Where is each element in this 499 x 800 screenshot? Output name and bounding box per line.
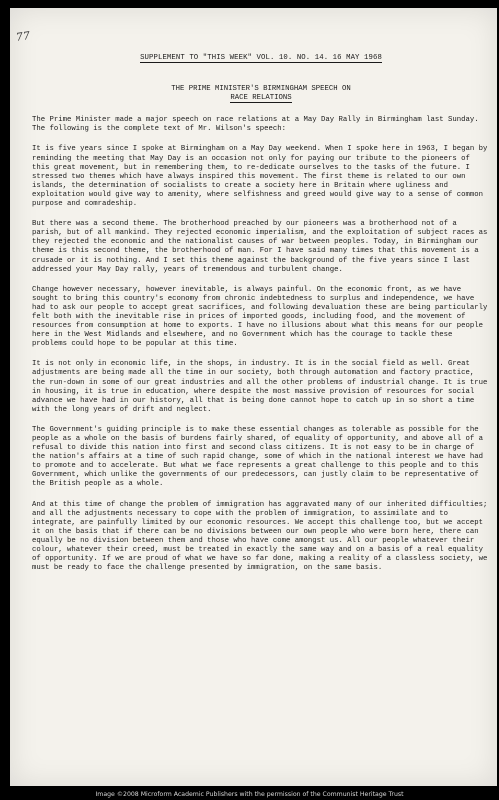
speech-subtitle-text: RACE RELATIONS (230, 94, 292, 103)
supplement-header (32, 54, 490, 63)
paragraph-6: And at this time of change the problem of immigration has aggravated many of our inherited difficulties; and all the adjustments necessary to cope with the problem of immigration, to assimilate and to integrate, are painfully limited by our economic resources. We accept this challenge too, but we accept it on the basis that if there can be no divisions between our own people who were born here, there can equally be no division between them and those who have come amongst us. All our people whatever their colour, whatever their creed, must be treated in exactly the same way and on a basis of a real equality of opportunity. If we are proud of what we have so far done, making a reality of a classless society, we must be ready to face the challenge presented by immigration, on the same basis. (32, 500, 488, 573)
speech-title: THE PRIME MINISTER'S BIRMINGHAM SPEECH ON (171, 85, 351, 94)
speech-subtitle (32, 94, 490, 103)
handwritten-page-number: 77 (15, 29, 31, 44)
paragraph-4: It is not only in economic life, in the shops, in industry. It is in the social field as well. Great adjustments are being made all the time in our society, both through automation and factory practice, the run-down in some of our great industries and all the other problems of industrial change. It is true in housing, it is true in education, where despite the most massive provision of resources for social advance we have had in our history, all that is being done cannot hope to catch up in so short a time with the long years of drift and neglect. (32, 360, 488, 414)
copyright-footer: Image ©2008 Microform Academic Publishers with the permission of the Communist Heritage Trust (95, 791, 404, 798)
paragraph-3: Change however necessary, however inevitable, is always painful. On the economic front, as we have sought to bring this country's economy from chronic indebtedness to surplus and independence, we have had to ask our people to accept great sacrifices, and following devaluation these are being particularly felt both with the inevitable rise in prices of imported goods, including food, and the movement of resources from consumption at home to exports. I have no illusions about what this means for our people here in the West Midlands and elsewhere, and no Government which has the courage to tackle these problems could hope to be popular at this time. (32, 285, 488, 349)
document-body (32, 54, 490, 573)
document-page (10, 8, 497, 786)
supplement-header-text: SUPPLEMENT TO "THIS WEEK" VOL. 10. NO. 14. 16 MAY 1968 (140, 54, 382, 62)
paragraph-intro: The Prime Minister made a major speech on race relations at a May Day Rally in Birmingham last Sunday. The following is the complete text of Mr. Wilson's speech: (32, 116, 479, 134)
paragraph-1: It is five years since I spoke at Birmingham on a May Day weekend. When I spoke here in 1963, I began by reminding the meeting that May Day is an occasion not only for paying our tribute to the pioneers of this great movement, but in remembering them, to re-dedicate ourselves to the tasks of the future. I stressed two themes which have always inspired this movement. The first theme is related to our own islands, the determination of socialists to create a society here in Britain where ugliness and exploitation would give way to amenity, where selfishness and greed would give way to a sense of common purpose and comradeship. (32, 145, 488, 209)
paragraph-5: The Government's guiding principle is to make these essential changes as tolerable as possible for the people as a whole on the basis of burdens fairly shared, of equality of opportunity, and above all of a refusal to divide this nation into first and second class citizens. It is not easy to be in charge of the nation's affairs at a time of such rapid change, some of which in the national interest we have had to promote and to accelerate. But what we face represents a great challenge to this people and to this Government, which unlike the governments of our predecessors, can justly claim to be representative of the British people as a whole. (32, 425, 484, 489)
paragraph-2: But there was a second theme. The brotherhood preached by our pioneers was a brotherhood not of a parish, but of all mankind. They rejected economic imperialism, and the exploitation of subject races as they rejected the economic and the nationalist causes of war between peoples. Today, in Birmingham our theme is this second theme, the brotherhood of man. For I have said many times that this movement is a crusade or it is nothing. And I set this theme against the background of the five years since I last addressed your May Day rally, years of tremendous and turbulent change. (32, 220, 488, 274)
